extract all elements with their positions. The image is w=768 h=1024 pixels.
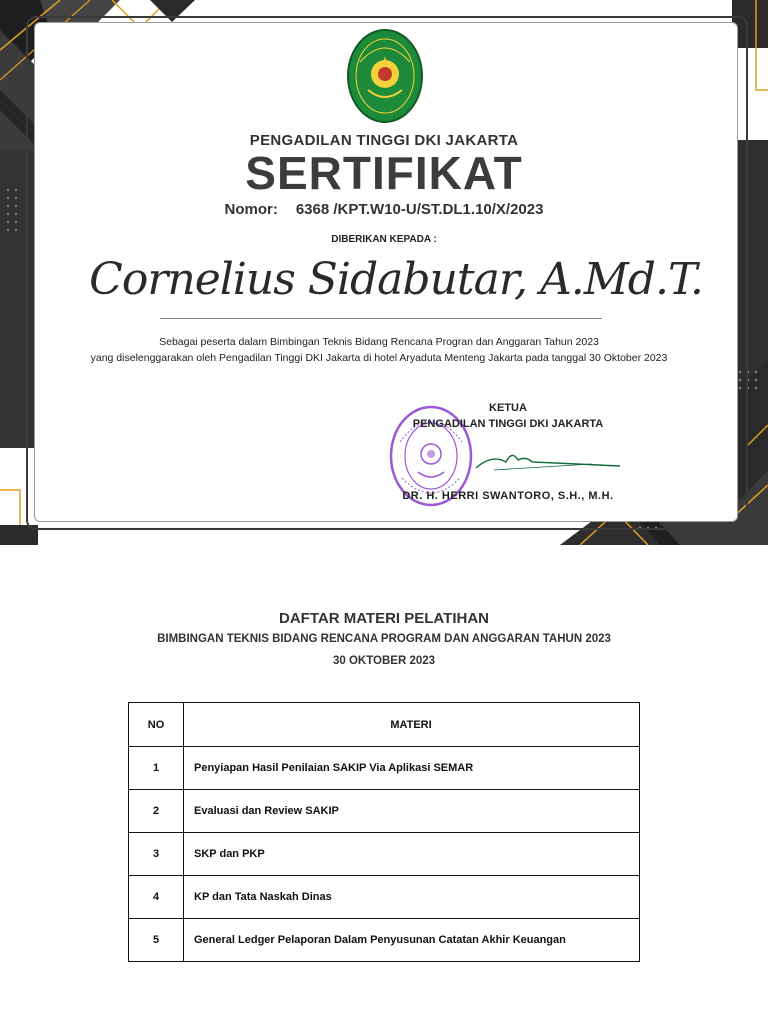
name-underline xyxy=(160,318,602,319)
certificate-number xyxy=(0,201,768,218)
row-materi: Penyiapan Hasil Penilaian SAKIP Via Aplikasi SEMAR xyxy=(184,747,640,790)
table-row xyxy=(129,790,640,833)
row-materi: General Ledger Pelaporan Dalam Penyusunan Catatan Akhir Keuangan xyxy=(184,919,640,962)
row-materi: Evaluasi dan Review SAKIP xyxy=(184,790,640,833)
institution-name: PENGADILAN TINGGI DKI JAKARTA xyxy=(249,132,519,149)
signature-icon xyxy=(472,444,622,474)
certificate-title: SERTIFIKAT xyxy=(245,147,523,199)
table-header-row xyxy=(129,703,640,747)
materials-table xyxy=(128,702,640,962)
signatory-title-line-2: PENGADILAN TINGGI DKI JAKARTA xyxy=(412,418,604,430)
row-materi: KP dan Tata Naskah Dinas xyxy=(184,876,640,919)
row-no: 5 xyxy=(129,919,184,962)
row-no: 3 xyxy=(129,833,184,876)
given-to-label: DIBERIKAN KEPADA : xyxy=(331,234,437,245)
table-row xyxy=(129,919,640,962)
materials-title: DAFTAR MATERI PELATIHAN xyxy=(279,610,489,627)
row-no: 1 xyxy=(129,747,184,790)
description-line-1: Sebagai peserta dalam Bimbingan Teknis Bidang Rencana Progran dan Anggaran Tahun 2023 xyxy=(159,336,599,348)
description-line-2: yang diselenggarakan oleh Pengadilan Tinggi DKI Jakarta di hotel Aryaduta Menteng Jakarta pada tanggal 30 Oktober 2023 xyxy=(90,352,668,364)
row-materi: SKP dan PKP xyxy=(184,833,640,876)
table-row xyxy=(129,876,640,919)
row-no: 2 xyxy=(129,790,184,833)
materials-subtitle: BIMBINGAN TEKNIS BIDANG RENCANA PROGRAM DAN ANGGARAN TAHUN 2023 xyxy=(157,633,611,645)
signatory-title-line-1: KETUA xyxy=(489,402,527,414)
court-emblem-icon xyxy=(346,28,424,124)
row-no: 4 xyxy=(129,876,184,919)
certificate-number-label: Nomor: xyxy=(224,201,278,218)
table-row xyxy=(129,747,640,790)
recipient-name: Cornelius Sidabutar, A.Md.T. xyxy=(89,254,703,305)
table-row xyxy=(129,833,640,876)
header-no: NO xyxy=(129,703,184,747)
certificate-number-value: 6368 /KPT.W10-U/ST.DL1.10/X/2023 xyxy=(295,201,544,218)
header-materi: MATERI xyxy=(184,703,640,747)
materials-date: 30 OKTOBER 2023 xyxy=(332,655,436,667)
signatory-name: DR. H. HERRI SWANTORO, S.H., M.H. xyxy=(402,490,614,502)
